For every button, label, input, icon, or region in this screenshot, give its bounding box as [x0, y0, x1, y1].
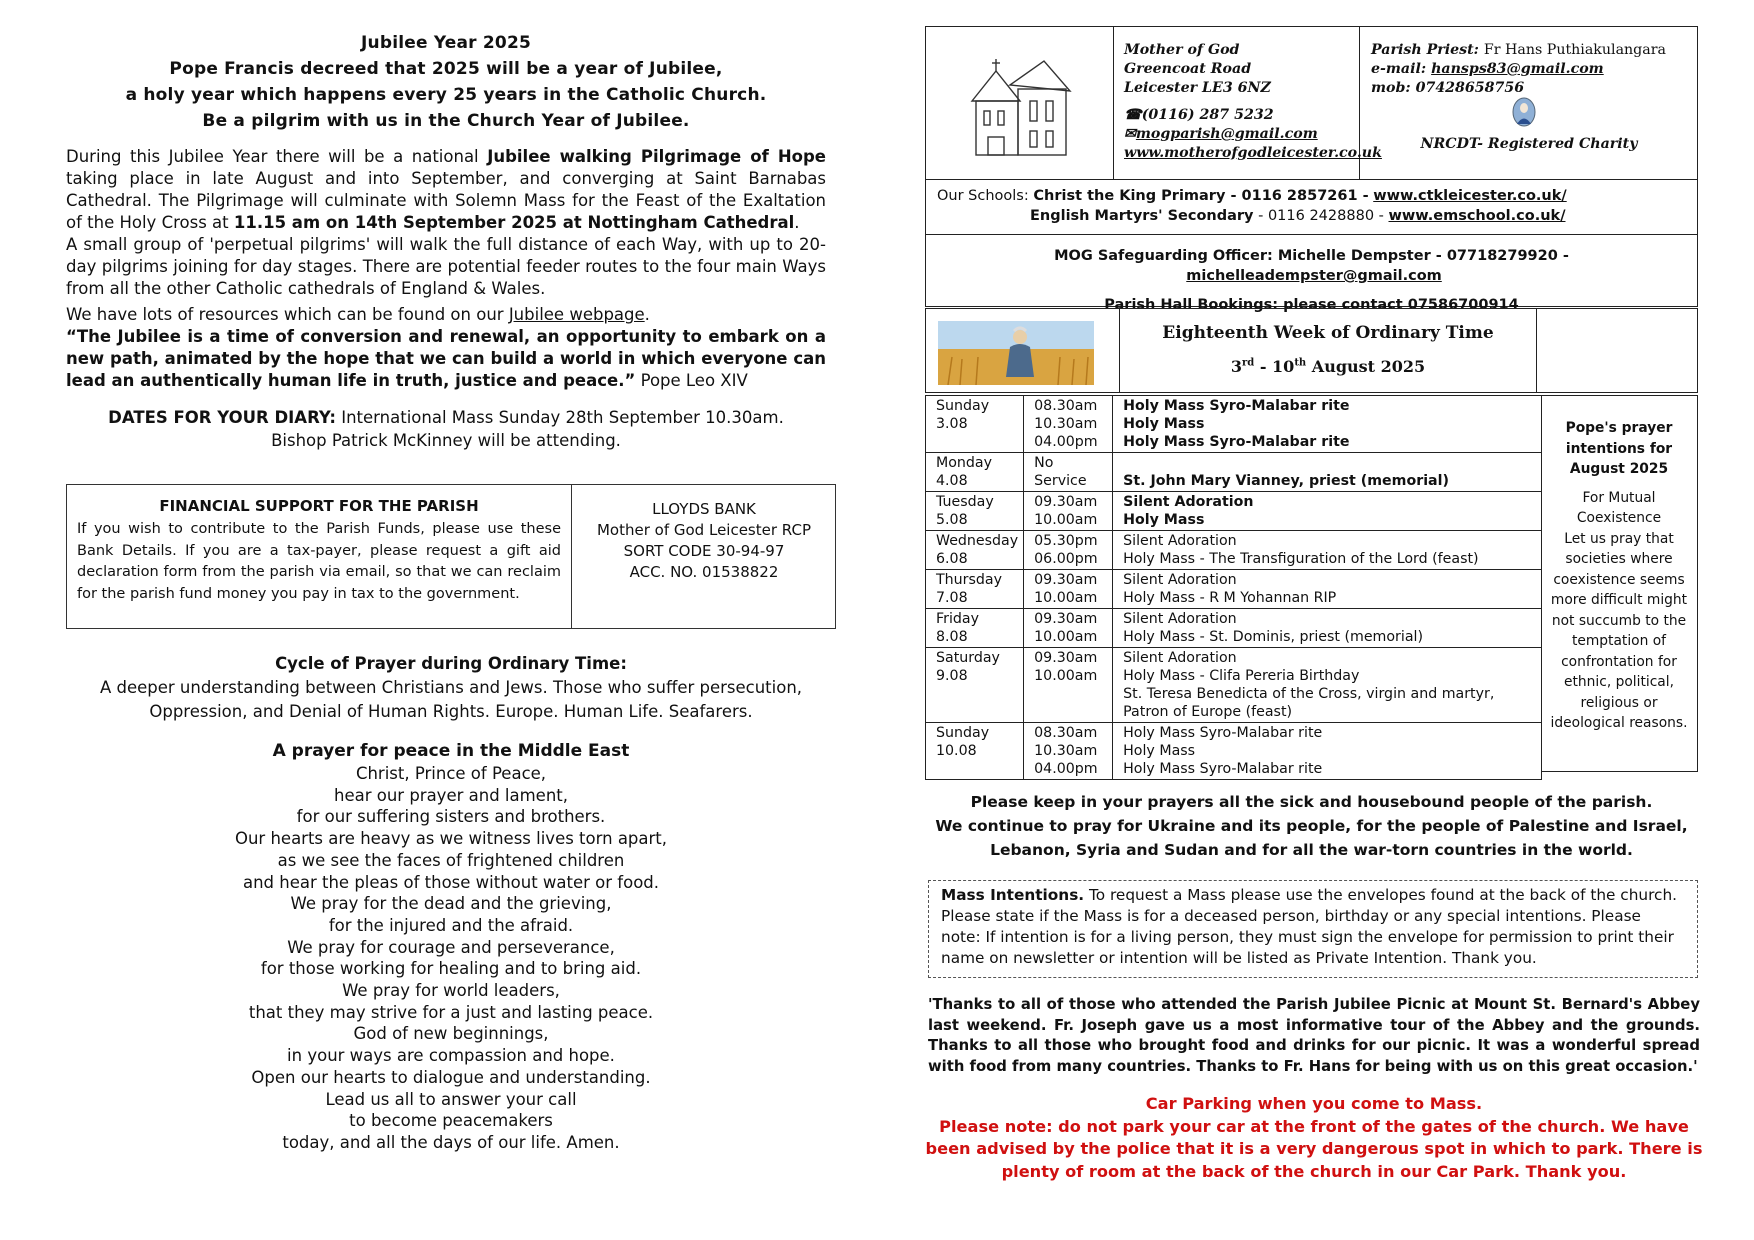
mass-schedule-table	[925, 395, 1542, 780]
schedule-row	[926, 723, 1542, 780]
charity-text: NRCDT- Registered Charity	[1420, 136, 1638, 152]
schedule-events: Silent Adoration Holy Mass - The Transfiguration of the Lord (feast)	[1113, 531, 1542, 570]
prayer-line: that they may strive for a just and lasting peace.	[248, 1002, 654, 1022]
schedule-events: Silent Adoration Holy Mass - St. Dominis, priest (memorial)	[1113, 609, 1542, 648]
schedule-day: Friday 8.08	[926, 609, 1024, 648]
schedule-day: Wednesday 6.08	[926, 531, 1024, 570]
madonna-icon	[1512, 97, 1536, 127]
prayer-line: We pray for the dead and the grieving,	[290, 894, 612, 914]
prayer-line: We pray for world leaders,	[342, 981, 560, 1001]
phone-icon: ☎	[1124, 107, 1142, 123]
picnic-thanks: 'Thanks to all of those who attended the Parish Jubilee Picnic at Mount St. Bernard's Abbey last weekend. Fr. Joseph gave us a most informative tour of the Abbey and the grounds. Thanks to all those who brought food and drinks for our picnic. It was a wonderful spread with food from many countries. Thanks to Fr. Hans for being with us on this great occasion.'	[928, 996, 1700, 1075]
popes-intentions	[1541, 395, 1698, 772]
parish-website-link[interactable]: www.motherofgodleicester.co.uk	[1124, 145, 1382, 161]
parish-email-link[interactable]: mogparish@gmail.com	[1135, 126, 1318, 142]
prayer-line: in your ways are compassion and hope.	[287, 1046, 615, 1066]
priest-info: Parish Priest: Fr Hans Puthiakulangara e-mail: hansps83@gmail.com mob: 07428658756 NRCDT- Registered Charity	[1361, 27, 1697, 179]
parish-phone: (0116) 287 5232	[1141, 107, 1274, 123]
schedule-row	[926, 648, 1542, 723]
schedule-times: 05.30pm 06.00pm	[1024, 531, 1113, 570]
hall-bookings: Parish Hall Bookings: please contact 07586700914	[1104, 297, 1519, 313]
church-logo-icon	[966, 41, 1078, 161]
week-title: Eighteenth Week of Ordinary Time	[1162, 323, 1494, 343]
mass-intentions-text: To request a Mass please use the envelopes found at the back of the church. Please state if the Mass is for a deceased person, birthday or any special intentions. Please note: If intention is for a living person, they must sign the envelope for permission to print their name on newsletter or intention will be listed as Private Intention. Thank you.	[941, 886, 1678, 967]
popes-subtitle: For Mutual Coexistence	[1576, 489, 1662, 526]
schedule-times: 08.30am 10.30am 04.00pm	[1024, 396, 1113, 453]
prayer-line: as we see the faces of frightened children	[277, 850, 625, 870]
mass-intentions-label: Mass Intentions.	[941, 886, 1085, 904]
schedule-events: Holy Mass Syro-Malabar rite Holy Mass Holy Mass Syro-Malabar rite	[1113, 723, 1542, 780]
priest-email-link[interactable]: hansps83@gmail.com	[1431, 61, 1604, 77]
car-parking-text: Please note: do not park your car at the front of the gates of the church. We have been advised by the police that it is a very dangerous spot in which to park. There is plenty of room at the back of the church in our Car Park. Thank you.	[925, 1116, 1703, 1181]
schedule-events: Holy Mass Syro-Malabar rite Holy Mass Holy Mass Syro-Malabar rite	[1113, 396, 1542, 453]
resources-paragraph: We have lots of resources which can be found on our Jubilee webpage.	[66, 305, 650, 324]
prayer-line: Open our hearts to dialogue and understanding.	[251, 1067, 651, 1087]
mass-intentions-box	[928, 880, 1698, 978]
car-parking-title: Car Parking when you come to Mass.	[1145, 1094, 1483, 1113]
schedule-times: 09.30am 10.00am	[1024, 609, 1113, 648]
schedule-day: Thursday 7.08	[926, 570, 1024, 609]
popes-title: Pope's prayer intentions for August 2025	[1565, 420, 1673, 477]
cycle-of-prayer: Cycle of Prayer during Ordinary Time: A deeper understanding between Christians and Jews. Those who suffer persecution, Oppression, and Denial of Human Rights. Europe. Human Life. Seafarers.	[99, 654, 803, 721]
popes-text: Let us pray that societies where coexistence seems more difficult might not succumb to the temptation of confrontation for ethnic, political, religious or ideological reasons.	[1550, 530, 1688, 731]
schedule-events: Silent Adoration Holy Mass - R M Yohannan RIP	[1113, 570, 1542, 609]
schedule-row	[926, 609, 1542, 648]
prayer-title: A prayer for peace in the Middle East	[272, 741, 630, 761]
schedule-times: 09.30am 10.00am	[1024, 492, 1113, 531]
schedule-times: 09.30am 10.00am	[1024, 648, 1113, 723]
schedule-day: Sunday 10.08	[926, 723, 1024, 780]
prayer-line: hear our prayer and lament,	[333, 785, 569, 805]
prayer-line: Our hearts are heavy as we witness lives torn apart,	[234, 829, 668, 849]
schedule-day: Monday 4.08	[926, 453, 1024, 492]
prayer-line: Lead us all to answer your call	[325, 1089, 577, 1109]
schedule-day: Sunday 3.08	[926, 396, 1024, 453]
prayer-line: for the injured and the afraid.	[328, 915, 574, 935]
schedule-events: Silent Adoration Holy Mass - Clifa Pereria Birthday St. Teresa Benedicta of the Cross, virgin and martyr, Patron of Europe (feast)	[1113, 648, 1542, 723]
schedule-events: St. John Mary Vianney, priest (memorial)	[1113, 453, 1542, 492]
safeguarding-email-link[interactable]: michelleadempster@gmail.com	[1186, 268, 1442, 284]
em-school-link[interactable]: www.emschool.co.uk/	[1388, 208, 1566, 224]
schedule-day: Tuesday 5.08	[926, 492, 1024, 531]
pilgrimage-paragraph: During this Jubilee Year there will be a national Jubilee walking Pilgrimage of Hope taking place in late August and into September, and converging at Saint Barnabas Cathedral. The Pilgrimage will culminate with Solemn Mass for the Feast of the Exaltation of the Holy Cross at 11.15 am on 14th September 2025 at Nottingham Cathedral.	[66, 147, 826, 232]
prayer-line: today, and all the days of our life. Amen.	[282, 1132, 620, 1152]
financial-title: FINANCIAL SUPPORT FOR THE PARISH	[159, 497, 479, 515]
week-header	[925, 308, 1698, 393]
peace-prayer	[66, 740, 836, 1154]
left-column	[66, 30, 826, 452]
schools-box: Our Schools: Christ the King Primary - 0116 2857261 - www.ctkleicester.co.uk/ English Martyrs' Secondary - 0116 2428880 - www.emschool.co.uk/	[925, 180, 1698, 235]
schedule-times: 08.30am 10.30am 04.00pm	[1024, 723, 1113, 780]
schedule-day: Saturday 9.08	[926, 648, 1024, 723]
bank-details: LLOYDS BANK Mother of God Leicester RCP SORT CODE 30-94-97 ACC. NO. 01538822	[596, 500, 811, 581]
envelope-icon: ✉	[1124, 126, 1136, 142]
schedule-row	[926, 453, 1542, 492]
financial-support-box	[66, 484, 836, 629]
prayer-requests: Please keep in your prayers all the sick and housebound people of the parish. We continue to pray for Ukraine and its people, for the people of Palestine and Israel, Lebanon, Syria and Sudan and for all the war-torn countries in the world.	[935, 793, 1688, 859]
parish-header	[925, 26, 1698, 180]
schedule-times: 09.30am 10.00am	[1024, 570, 1113, 609]
prayer-line: to become peacemakers	[349, 1111, 553, 1131]
prayer-line: and hear the pleas of those without water or food.	[242, 872, 660, 892]
prayer-line: for those working for healing and to bring aid.	[260, 959, 642, 979]
week-dates: 3rd - 10th August 2025	[1230, 357, 1426, 376]
schedule-events: Silent Adoration Holy Mass	[1113, 492, 1542, 531]
prayer-line: We pray for courage and perseverance,	[287, 937, 615, 957]
perpetual-pilgrims-paragraph: A small group of 'perpetual pilgrims' will walk the full distance of each Way, with up to 20-day pilgrims joining for day stages. There are potential feeder routes to the four main Ways from all the other Catholic cathedrals of England & Wales.	[66, 235, 826, 298]
schedule-times: No Service	[1024, 453, 1113, 492]
prayer-line: for our suffering sisters and brothers.	[296, 807, 606, 827]
jubilee-heading: Jubilee Year 2025 Pope Francis decreed that 2025 will be a year of Jubilee, a holy year which happens every 25 years in the Catholic Church. Be a pilgrim with us in the Church Year of Jubilee.	[125, 33, 767, 131]
wheat-field-image	[938, 321, 1094, 385]
safeguarding-box: MOG Safeguarding Officer: Michelle Dempster - 07718279920 - michelleadempster@gmail.com Parish Hall Bookings: please contact 07586700914	[925, 235, 1698, 307]
jubilee-webpage-link[interactable]: Jubilee webpage	[508, 305, 645, 324]
ctk-school-link[interactable]: www.ctkleicester.co.uk/	[1373, 188, 1567, 204]
prayer-line: Christ, Prince of Peace,	[355, 764, 547, 783]
diary-dates: DATES FOR YOUR DIARY: International Mass Sunday 28th September 10.30am. Bishop Patrick McKinney will be attending.	[108, 408, 784, 450]
parish-address: Mother of God Greencoat Road Leicester LE3 6NZ ☎(0116) 287 5232 ✉mogparish@gmail.com www.motherofgodleicester.co.uk	[1114, 27, 1360, 179]
car-parking-notice	[925, 1093, 1703, 1183]
financial-text: If you wish to contribute to the Parish Funds, please use these Bank Details. If you are a tax-payer, please request a gift aid declaration form from the parish via email, so that we can reclaim for the parish fund money you pay in tax to the government.	[77, 521, 561, 602]
pope-leo-quote: “The Jubilee is a time of conversion and renewal, an opportunity to embark on a new path, animated by the hope that we can build a world in which everyone can lead an authentically human life in truth, justice and peace.” Pope Leo XIV	[66, 327, 826, 390]
schedule-row	[926, 531, 1542, 570]
prayer-line: God of new beginnings,	[353, 1024, 549, 1044]
schedule-row	[926, 570, 1542, 609]
schedule-row	[926, 492, 1542, 531]
schedule-row	[926, 396, 1542, 453]
